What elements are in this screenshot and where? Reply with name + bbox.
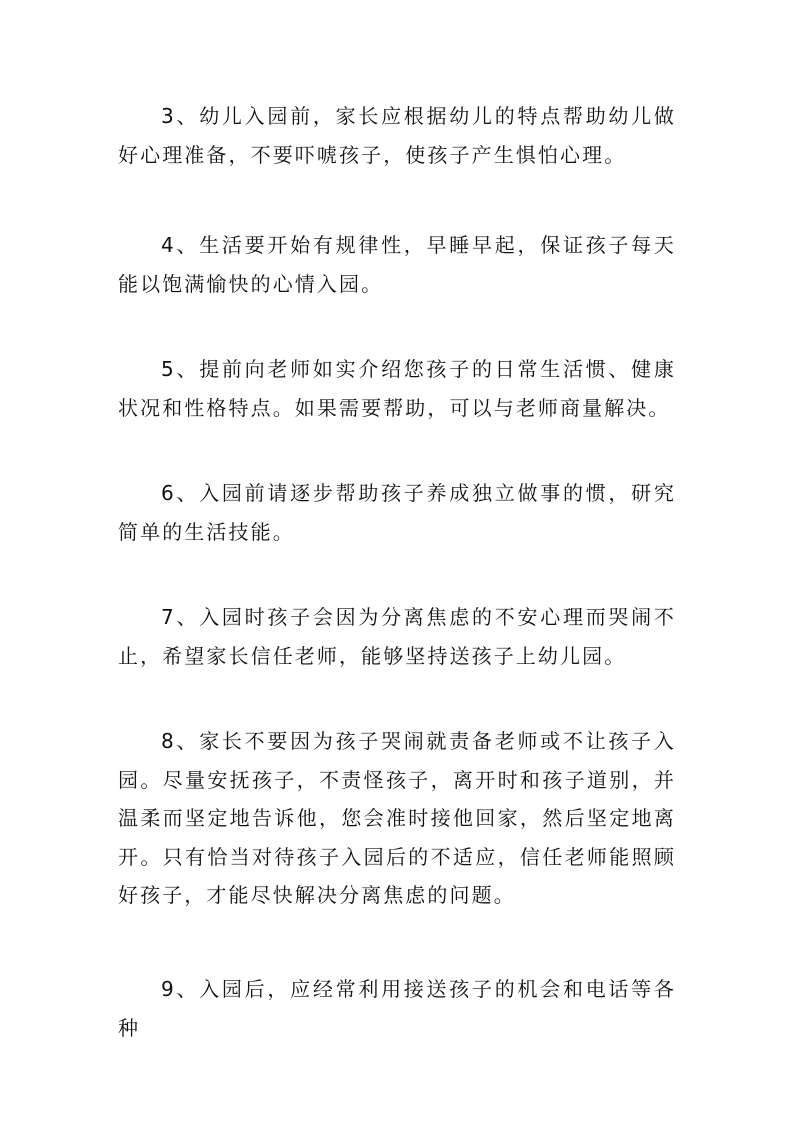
paragraph-4: 4、生活要开始有规律性，早睡早起，保证孩子每天能以饱满愉快的心情入园。 — [118, 233, 676, 296]
paragraph-9: 9、入园后，应经常利用接送孩子的机会和电话等各种 — [118, 977, 676, 1040]
paragraph-6: 6、入园前请逐步帮助孩子养成独立做事的惯，研究简单的生活技能。 — [118, 481, 676, 544]
paragraph-7: 7、入园时孩子会因为分离焦虑的不安心理而哭闹不止，希望家长信任老师，能够坚持送孩子上幼儿园。 — [118, 605, 676, 668]
paragraph-3: 3、幼儿入园前，家长应根据幼儿的特点帮助幼儿做好心理准备，不要吓唬孩子，使孩子产生惧怕心理。 — [118, 104, 676, 167]
paragraph-5: 5、提前向老师如实介绍您孩子的日常生活惯、健康状况和性格特点。如果需要帮助，可以与老师商量解决。 — [118, 357, 676, 420]
paragraph-8: 8、家长不要因为孩子哭闹就责备老师或不让孩子入园。尽量安抚孩子，不责怪孩子，离开时和孩子道别，并温柔而坚定地告诉他，您会准时接他回家，然后坚定地离开。只有恰当对待孩子入园后的不适应，信任老师能照顾好孩子，才能尽快解决分离焦虑的问题。 — [118, 729, 676, 907]
